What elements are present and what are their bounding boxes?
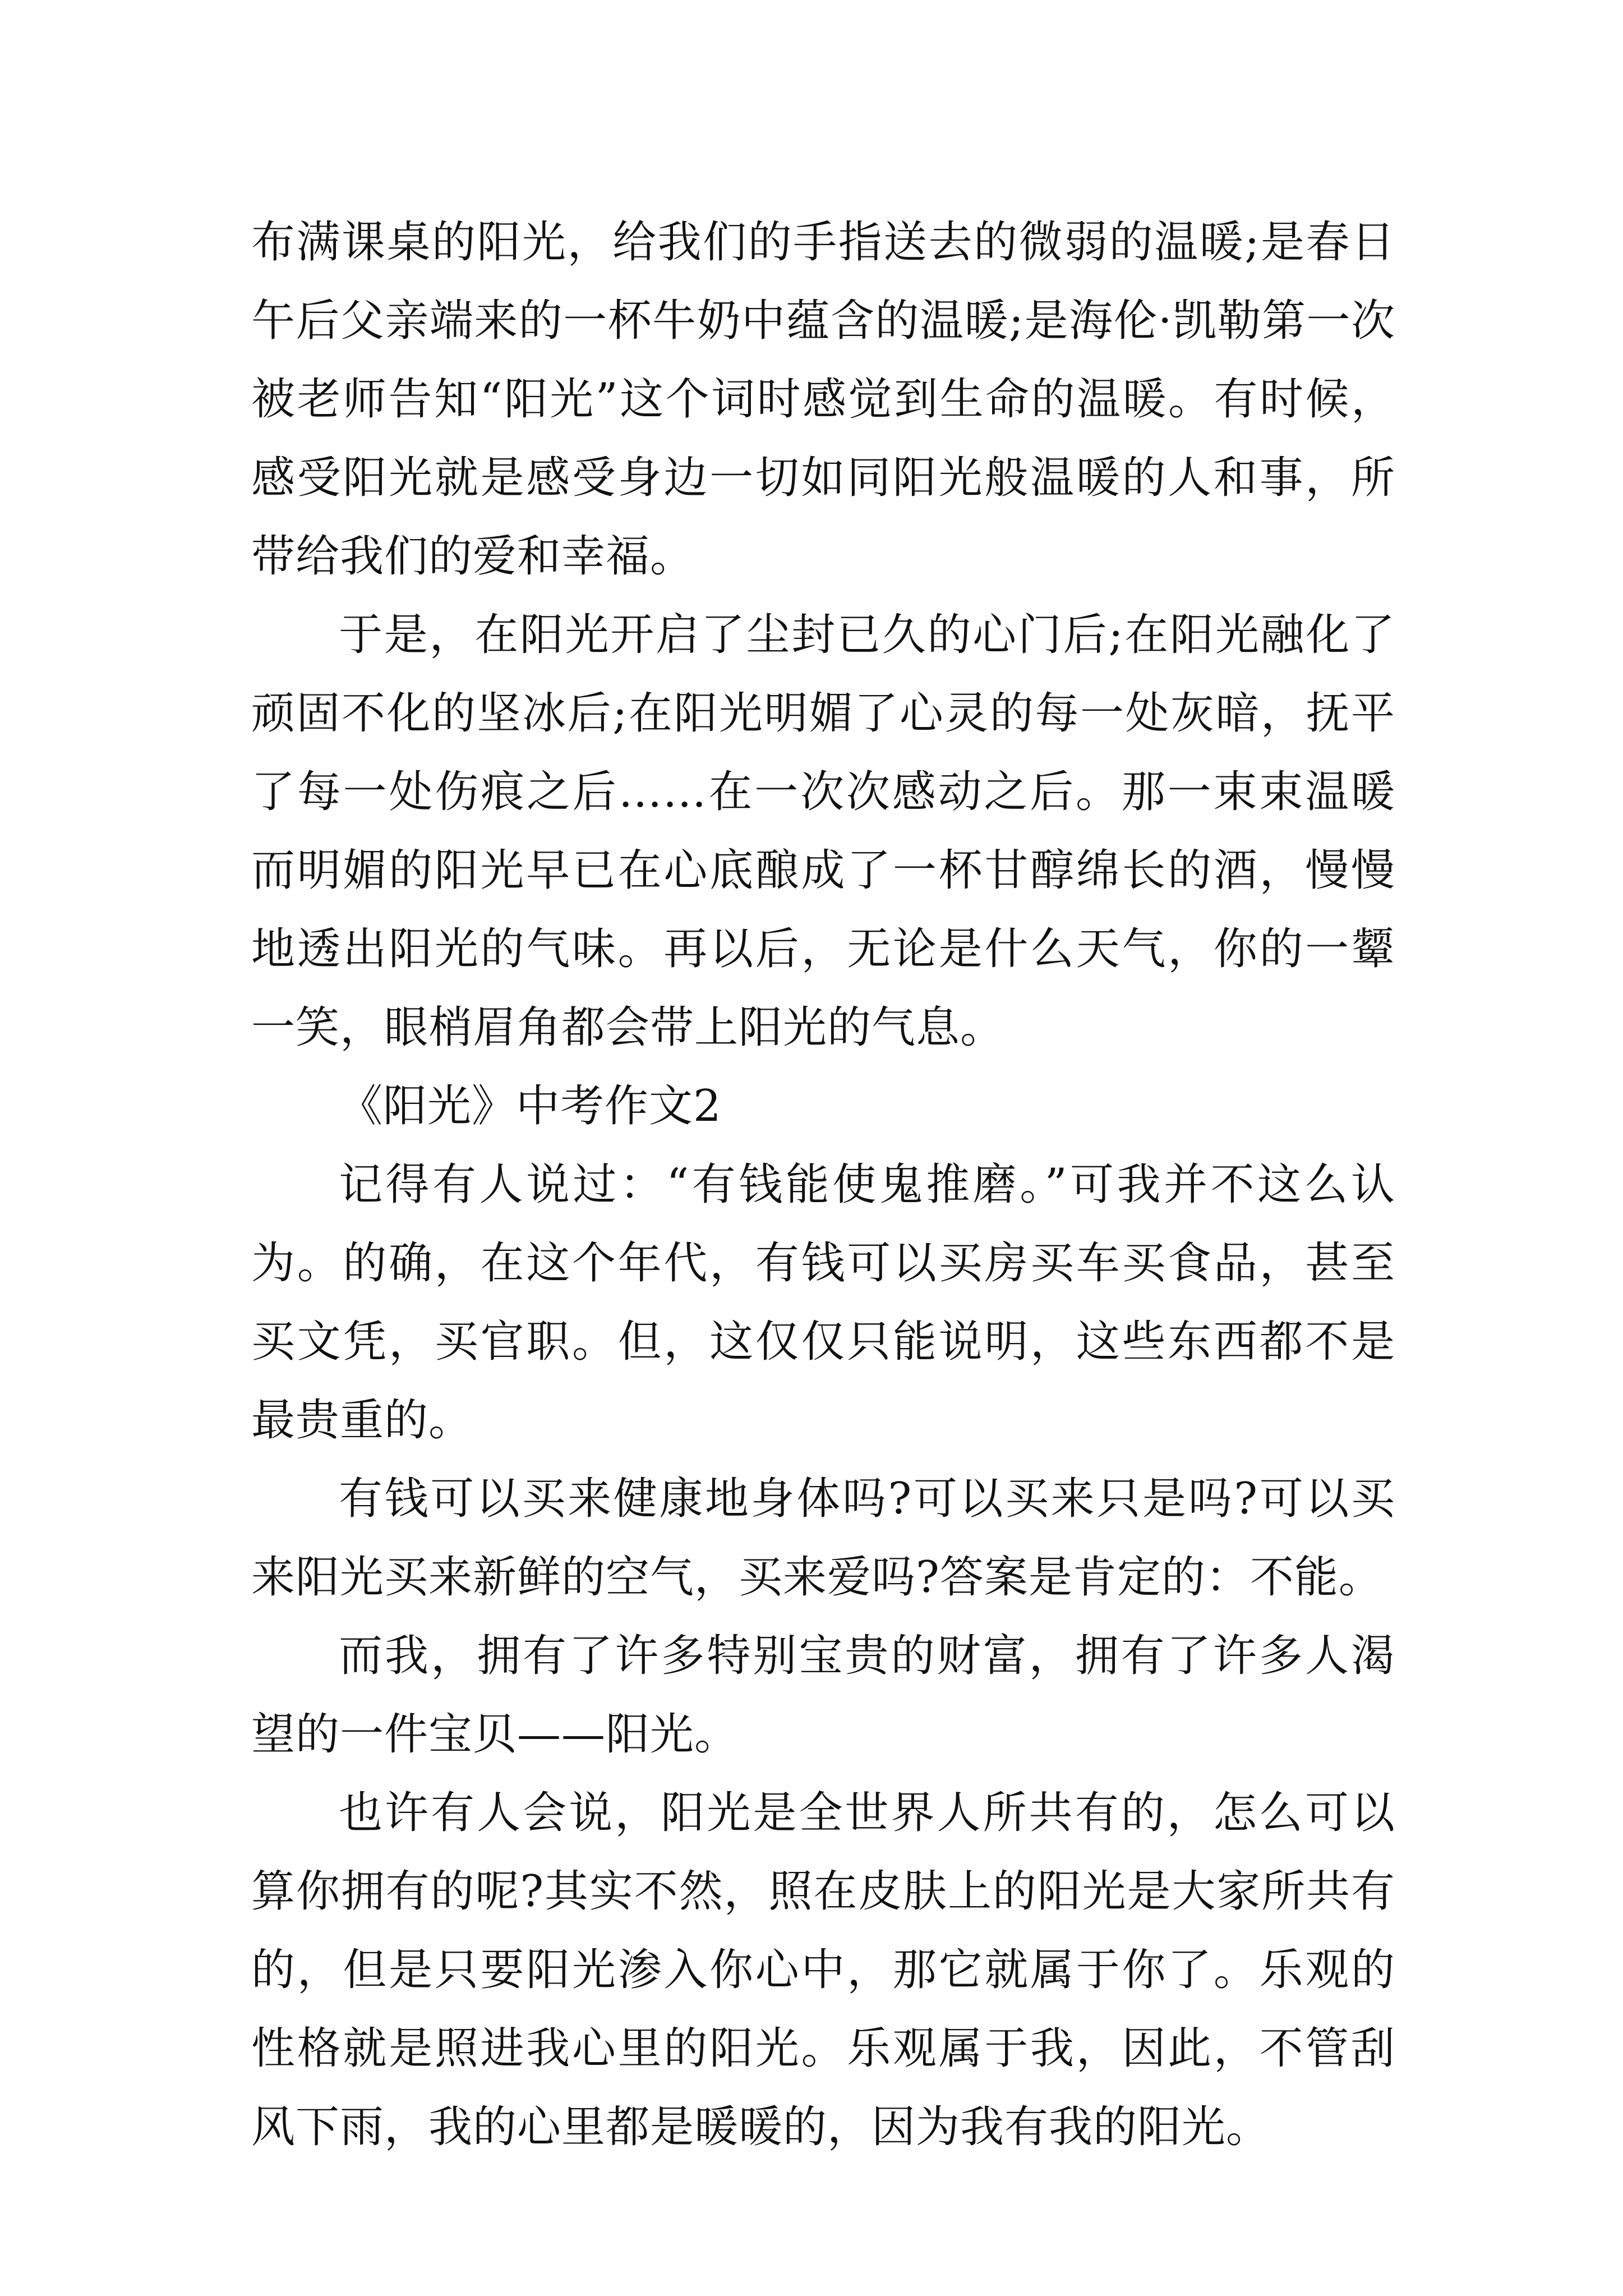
paragraph-continued: 布满课桌的阳光，给我们的手指送去的微弱的温暖;是春日午后父亲端来的一杯牛奶中蕴含的温暖;是海伦·凯勒第一次被老师告知“阳光”这个词时感觉到生命的温暖。有时候，感受阳光就是感受身边一切如同阳光般温暖的人和事，所带给我们的爱和幸福。 [251,217,1395,582]
paragraph: 有钱可以买来健康地身体吗?可以买来只是吗?可以买来阳光买来新鲜的空气，买来爱吗?答案是肯定的：不能。 [251,1474,1395,1603]
paragraph: 记得有人说过：“有钱能使鬼推磨。”可我并不这么认为。的确，在这个年代，有钱可以买房买车买食品，甚至买文凭，买官职。但，这仅仅只能说明，这些东西都不是最贵重的。 [251,1159,1395,1446]
section-heading: 《阳光》中考作文2 [339,1081,722,1131]
paragraph: 而我，拥有了许多特别宝贵的财富，拥有了许多人渴望的一件宝贝——阳光。 [251,1631,1395,1760]
essay-body [251,203,1395,2166]
paragraph: 于是，在阳光开启了尘封已久的心门后;在阳光融化了顽固不化的坚冰后;在阳光明媚了心灵的每一处灰暗，抚平了每一处伤痕之后……在一次次感动之后。那一束束温暖而明媚的阳光早已在心底酿成了一杯甘醇绵长的酒，慢慢地透出阳光的气味。再以后，无论是什么天气，你的一颦一笑，眼梢眉角都会带上阳光的气息。 [251,610,1395,1053]
paragraph: 也许有人会说，阳光是全世界人所共有的，怎么可以算你拥有的呢?其实不然，照在皮肤上的阳光是大家所共有的，但是只要阳光渗入你心中，那它就属于你了。乐观的性格就是照进我心里的阳光。乐观属于我，因此，不管刮风下雨，我的心里都是暖暖的，因为我有我的阳光。 [251,1788,1395,2152]
